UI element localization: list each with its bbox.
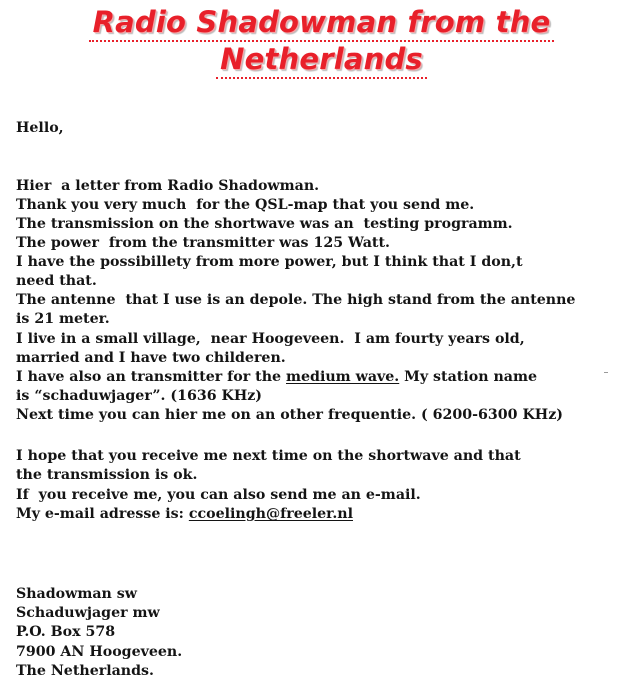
- greeting: Hello,: [16, 120, 64, 136]
- signature-line: 7900 AN Hoogeveen.: [16, 644, 183, 660]
- email-label: My e-mail adresse is:: [16, 506, 189, 522]
- frequency-line: Next time you can hier me on an other frequentie. ( 6200-6300 KHz): [16, 407, 563, 423]
- body-line: The power from the transmitter was 125 Watt.: [16, 235, 390, 251]
- body-line: need that.: [16, 273, 97, 289]
- title-text-2: Netherlands: [216, 42, 427, 79]
- body-line: is 21 meter.: [16, 311, 110, 327]
- letter-title-line-1: [0, 4, 643, 40]
- scan-mark: [604, 372, 608, 373]
- medium-wave-link[interactable]: medium wave.: [286, 369, 400, 385]
- signature-line: The Netherlands.: [16, 663, 154, 679]
- closing-line: I hope that you receive me next time on the shortwave and that: [16, 448, 521, 464]
- closing-line: the transmission is ok.: [16, 467, 198, 483]
- body-line: Thank you very much for the QSL-map that you send me.: [16, 197, 475, 213]
- body-line: The transmission on the shortwave was an testing programm.: [16, 216, 513, 232]
- station-name-line: is “schaduwjager”. (1636 KHz): [16, 388, 263, 404]
- signature-line: P.O. Box 578: [16, 624, 116, 640]
- body-line: I live in a small village, near Hoogeveen. I am fourty years old,: [16, 331, 525, 347]
- email-line: [16, 505, 353, 523]
- letter-title-line-2: [0, 41, 643, 77]
- signature-line: Schaduwjager mw: [16, 605, 160, 621]
- email-link[interactable]: ccoelingh@freeler.nl: [188, 506, 353, 522]
- medium-wave-text-before: I have also an transmitter for the: [16, 369, 286, 385]
- medium-wave-text-after: My station name: [399, 369, 538, 385]
- signature-line: Shadowman sw: [16, 586, 138, 602]
- title-text-1: Radio Shadowman from the: [89, 5, 555, 42]
- body-line: The antenne that I use is an depole. The high stand from the antenne: [16, 292, 576, 308]
- medium-wave-line: [16, 368, 537, 386]
- closing-line: If you receive me, you can also send me an e-mail.: [16, 487, 421, 503]
- body-line: Hier a letter from Radio Shadowman.: [16, 178, 320, 194]
- body-line: married and I have two childeren.: [16, 350, 286, 366]
- body-line: I have the possibillety from more power, but I think that I don,t: [16, 254, 523, 270]
